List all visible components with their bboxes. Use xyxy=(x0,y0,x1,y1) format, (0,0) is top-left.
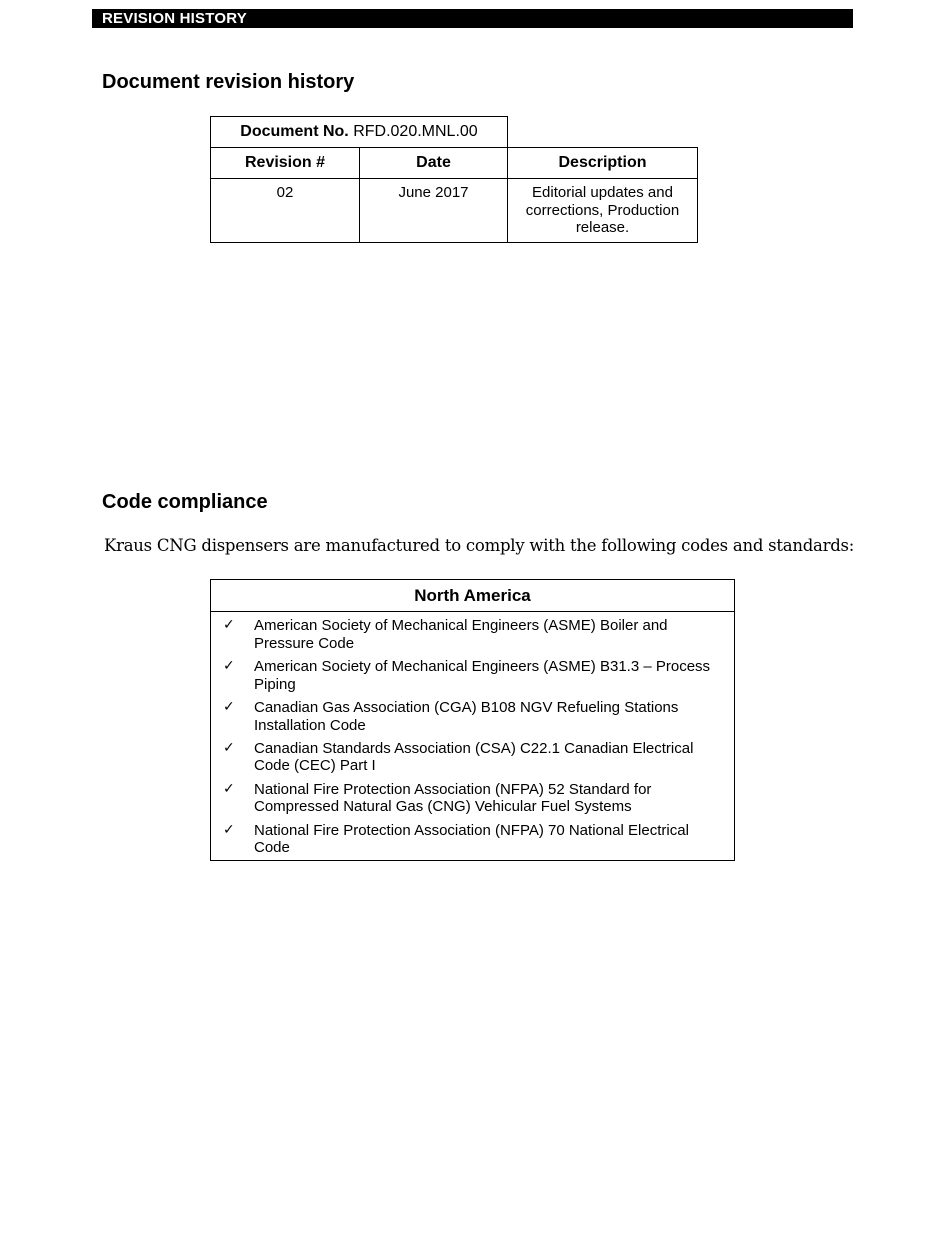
check-icon: ✓ xyxy=(223,739,235,756)
document-number-cell xyxy=(211,117,508,148)
column-header-date: Date xyxy=(360,148,508,179)
list-item xyxy=(211,617,734,652)
standard-text: Canadian Gas Association (CGA) B108 NGV Refueling Stations Installation Code xyxy=(254,698,679,734)
check-icon: ✓ xyxy=(223,657,235,674)
check-icon: ✓ xyxy=(223,780,235,797)
empty-cell xyxy=(508,117,698,148)
check-icon: ✓ xyxy=(223,698,235,715)
standard-text: American Society of Mechanical Engineers (ASME) B31.3 – Process Piping xyxy=(254,657,711,693)
list-item xyxy=(211,699,734,734)
revision-number-cell: 02 xyxy=(211,179,360,243)
list-item xyxy=(211,781,734,816)
table-row xyxy=(211,179,698,243)
column-header-description: Description xyxy=(508,148,698,179)
revision-history-heading: Document revision history xyxy=(102,71,355,93)
standard-text: American Society of Mechanical Engineers (ASME) Boiler and Pressure Code xyxy=(254,617,668,652)
document-number-label: Document No. xyxy=(240,123,349,140)
column-header-revision: Revision # xyxy=(211,148,360,179)
check-icon: ✓ xyxy=(223,821,235,838)
check-icon: ✓ xyxy=(223,617,235,633)
north-america-heading: North America xyxy=(211,580,734,612)
code-compliance-heading: Code compliance xyxy=(102,491,268,513)
north-america-table xyxy=(210,579,735,861)
list-item xyxy=(211,822,734,857)
revision-description-cell: Editorial updates and corrections, Production release. xyxy=(508,179,698,243)
standard-text: Canadian Standards Association (CSA) C22.1 Canadian Electrical Code (CEC) Part I xyxy=(254,739,694,775)
list-item xyxy=(211,740,734,775)
standard-text: National Fire Protection Association (NFPA) 52 Standard for Compressed Natural Gas (CNG) Vehicular Fuel Systems xyxy=(254,780,652,816)
revision-table-header-row xyxy=(211,148,698,179)
compliance-intro-text: Kraus CNG dispensers are manufactured to comply with the following codes and standards: xyxy=(104,536,855,555)
section-header-bar: REVISION HISTORY xyxy=(92,9,853,28)
standards-list xyxy=(211,612,734,860)
document-number-row xyxy=(211,117,698,148)
revision-table xyxy=(210,116,698,243)
document-number-value: RFD.020.MNL.00 xyxy=(353,123,478,140)
revision-date-cell: June 2017 xyxy=(360,179,508,243)
list-item xyxy=(211,658,734,693)
standard-text: National Fire Protection Association (NFPA) 70 National Electrical Code xyxy=(254,821,689,857)
